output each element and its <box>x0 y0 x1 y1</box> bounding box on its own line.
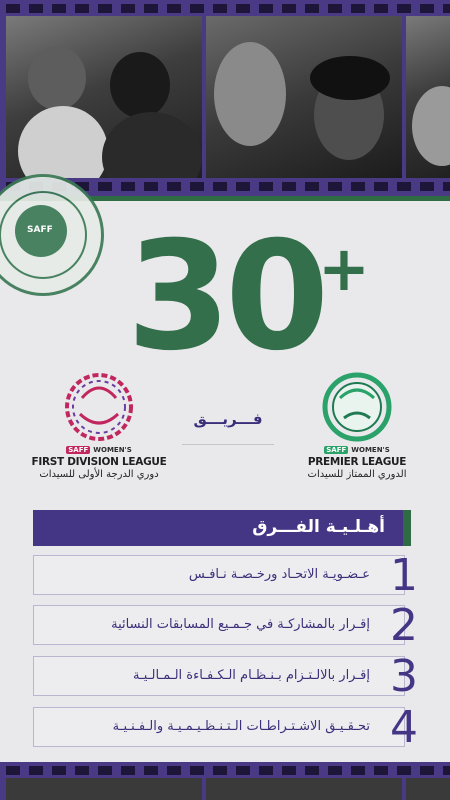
sprocket-hole <box>213 182 227 191</box>
sprocket-hole <box>374 766 388 775</box>
eligibility-title: أهـلـيـة الفـــرق <box>252 517 385 537</box>
sprocket-hole <box>190 4 204 13</box>
condition-item <box>33 600 418 651</box>
sprocket-hole <box>420 766 434 775</box>
condition-number: 3 <box>390 651 418 702</box>
sprocket-hole <box>167 4 181 13</box>
sprocket-hole <box>236 182 250 191</box>
condition-text: تحـقـيـق الاشـتـراطـات الـتـنـظـيـمـيـة والـفـنـيـة <box>112 719 370 734</box>
sprocket-hole <box>443 182 450 191</box>
sprocket-hole <box>190 182 204 191</box>
sprocket-hole <box>351 4 365 13</box>
sprocket-hole <box>305 766 319 775</box>
condition-item <box>33 702 418 753</box>
sprocket-hole <box>443 4 450 13</box>
sprocket-hole <box>328 4 342 13</box>
sprocket-hole <box>98 182 112 191</box>
sprocket-hole <box>282 182 296 191</box>
bottom-photo-2 <box>206 778 402 800</box>
sprocket-hole <box>282 4 296 13</box>
sprocket-hole <box>98 766 112 775</box>
sprocket-hole <box>167 182 181 191</box>
sprocket-hole <box>328 766 342 775</box>
sprocket-hole <box>259 182 273 191</box>
sprocket-hole <box>121 182 135 191</box>
sprocket-hole <box>167 766 181 775</box>
condition-item <box>33 651 418 702</box>
sprocket-hole <box>259 766 273 775</box>
player-photo-2 <box>206 16 402 178</box>
condition-number: 2 <box>390 600 418 651</box>
sprocket-hole <box>213 4 227 13</box>
teams-count-number: 30 <box>126 210 324 384</box>
sprocket-hole <box>328 182 342 191</box>
sprocket-hole <box>397 4 411 13</box>
sprocket-hole <box>236 766 250 775</box>
teams-label: فـــريـــق <box>193 410 263 428</box>
sprocket-hole <box>420 4 434 13</box>
sprocket-hole <box>144 4 158 13</box>
sprocket-hole <box>305 182 319 191</box>
premier-league-logo <box>318 368 396 446</box>
saff-seal-logo: SAFF <box>0 174 104 296</box>
player-photo-1 <box>6 16 202 178</box>
eligibility-header <box>33 510 411 546</box>
condition-text: إقـرار بالمشاركـة في جـمـيع المسابقات النسائية <box>111 617 370 632</box>
sprocket-hole <box>121 766 135 775</box>
sprocket-hole <box>351 766 365 775</box>
first-division-league: SAFF WOMEN'S FIRST DIVISION LEAGUE دوري الدرجة الأولى للسيدات <box>24 368 174 480</box>
sprocket-hole <box>236 4 250 13</box>
sprocket-hole <box>305 4 319 13</box>
sprocket-hole <box>282 766 296 775</box>
bottom-film-strip <box>0 762 450 800</box>
condition-item <box>33 550 418 601</box>
sprocket-hole <box>29 4 43 13</box>
sprocket-hole <box>29 766 43 775</box>
teams-count-plus: + <box>318 232 370 305</box>
sprocket-hole <box>75 4 89 13</box>
sprocket-hole <box>6 4 20 13</box>
first-division-name-ar: دوري الدرجة الأولى للسيدات <box>39 469 159 480</box>
sprocket-hole <box>52 4 66 13</box>
sprocket-hole <box>374 4 388 13</box>
premier-league: SAFF WOMEN'S PREMIER LEAGUE الدوري الممتاز للسيدات <box>282 368 432 480</box>
bottom-photo-3 <box>406 778 450 800</box>
first-division-name: FIRST DIVISION LEAGUE <box>31 456 167 468</box>
sprocket-hole <box>75 766 89 775</box>
sprocket-hole <box>98 4 112 13</box>
sprocket-hole <box>121 4 135 13</box>
sprocket-hole <box>144 766 158 775</box>
sprocket-hole <box>374 182 388 191</box>
premier-league-name-ar: الدوري الممتاز للسيدات <box>307 469 407 480</box>
condition-text: إقـرار بالالـتـزام بـنـظـام الـكـفـاءة الـمـالـيـة <box>133 668 370 683</box>
sprocket-hole <box>351 182 365 191</box>
sprocket-hole <box>397 182 411 191</box>
sprocket-hole <box>190 766 204 775</box>
film-sprocket-holes-bottom-strip <box>0 764 450 778</box>
sprocket-hole <box>144 182 158 191</box>
condition-text: عـضـويـة الاتحـاد ورخـصـة نـافـس <box>188 567 370 582</box>
sprocket-hole <box>213 766 227 775</box>
condition-number: 1 <box>390 550 418 601</box>
saff-badge: SAFF <box>68 446 89 454</box>
sprocket-hole <box>259 4 273 13</box>
sprocket-hole <box>52 766 66 775</box>
condition-number: 4 <box>390 702 418 753</box>
bottom-photo-1 <box>6 778 202 800</box>
first-division-logo <box>60 368 138 446</box>
sprocket-hole <box>6 766 20 775</box>
saff-badge: SAFF <box>326 446 347 454</box>
player-photo-3 <box>406 16 450 178</box>
sprocket-hole <box>420 182 434 191</box>
film-sprocket-holes-top <box>0 2 450 16</box>
teams-divider <box>182 444 274 445</box>
sprocket-hole <box>443 766 450 775</box>
sprocket-hole <box>397 766 411 775</box>
premier-league-name: PREMIER LEAGUE <box>307 456 407 468</box>
photo-film-strip <box>0 0 450 196</box>
